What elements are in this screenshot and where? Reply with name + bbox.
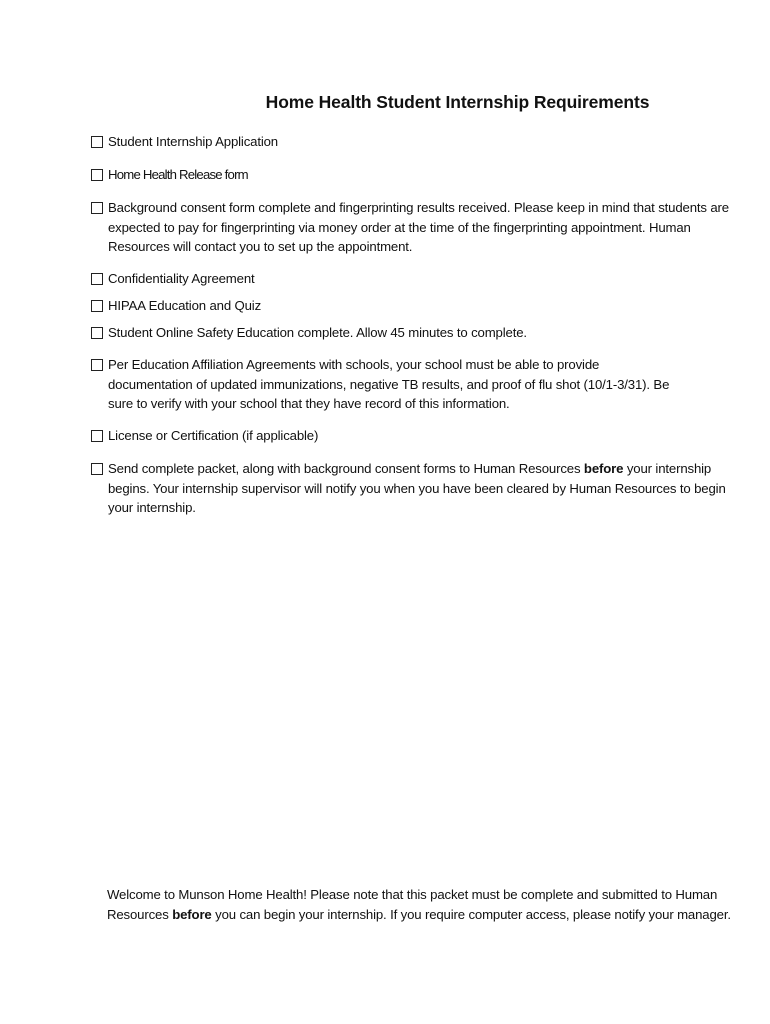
checklist-item-text: Confidentiality Agreement (108, 271, 255, 286)
page-title: Home Health Student Internship Requirements (265, 92, 650, 112)
checklist-item-text: Per Education Affiliation Agreements with schools, your school must be able to provide documentation of updated immunizations, negative TB results, and proof of flu shot (10/1-3/31). Be sure to verify with your school that they have record of this information. (108, 357, 670, 411)
checkbox-icon (91, 300, 103, 312)
checklist-item-send-packet (91, 459, 751, 518)
checklist-item-background-consent (91, 198, 751, 257)
checklist-item-text (108, 459, 751, 518)
checklist-item-immunizations (91, 355, 671, 414)
checkbox-icon (91, 136, 103, 148)
checkbox-icon (91, 430, 103, 442)
checklist-item-text: Student Online Safety Education complete. Allow 45 minutes to complete. (108, 325, 527, 340)
checklist-item-license (91, 426, 751, 446)
checklist-item-confidentiality (91, 269, 751, 289)
closing-text-2: you can begin your internship. If you require computer access, please notify your manager. (211, 906, 731, 922)
checkbox-icon (91, 169, 103, 181)
checklist-item-release-form (91, 165, 751, 185)
checklist-item-hipaa (91, 296, 751, 316)
checklist-item-text: Home Health Release form (108, 167, 248, 182)
checkbox-icon (91, 327, 103, 339)
closing-text-1: Welcome to Munson Home Health! Please note that this packet must be complete and submitted to Human Resources (107, 887, 718, 922)
checkbox-icon (91, 463, 103, 475)
send-packet-text-1: Send complete packet, along with background consent forms to Human Resources (108, 461, 584, 476)
checkbox-icon (91, 359, 103, 371)
checkbox-icon (91, 273, 103, 285)
closing-paragraph (107, 885, 737, 924)
checklist-item-text: License or Certification (if applicable) (108, 428, 319, 443)
checklist-item-internship-application (91, 132, 751, 152)
checklist-item-text: Student Internship Application (108, 134, 278, 149)
send-packet-text-2: your internship begins. Your internship supervisor will notify you when you have been cleared by Human Resources to begin your internship. (108, 461, 726, 515)
checklist-item-text: HIPAA Education and Quiz (108, 298, 262, 313)
checkbox-icon (91, 202, 103, 214)
send-packet-bold: before (583, 461, 624, 476)
checklist-item-safety-education (91, 323, 751, 343)
checklist-item-text: Background consent form complete and fingerprinting results received. Please keep in mind that students are expected to pay for fingerprinting via money order at the time of the fingerprinting appointment. Human Resources will contact you to set up the appointment. (108, 200, 729, 254)
closing-bold: before (172, 906, 212, 922)
